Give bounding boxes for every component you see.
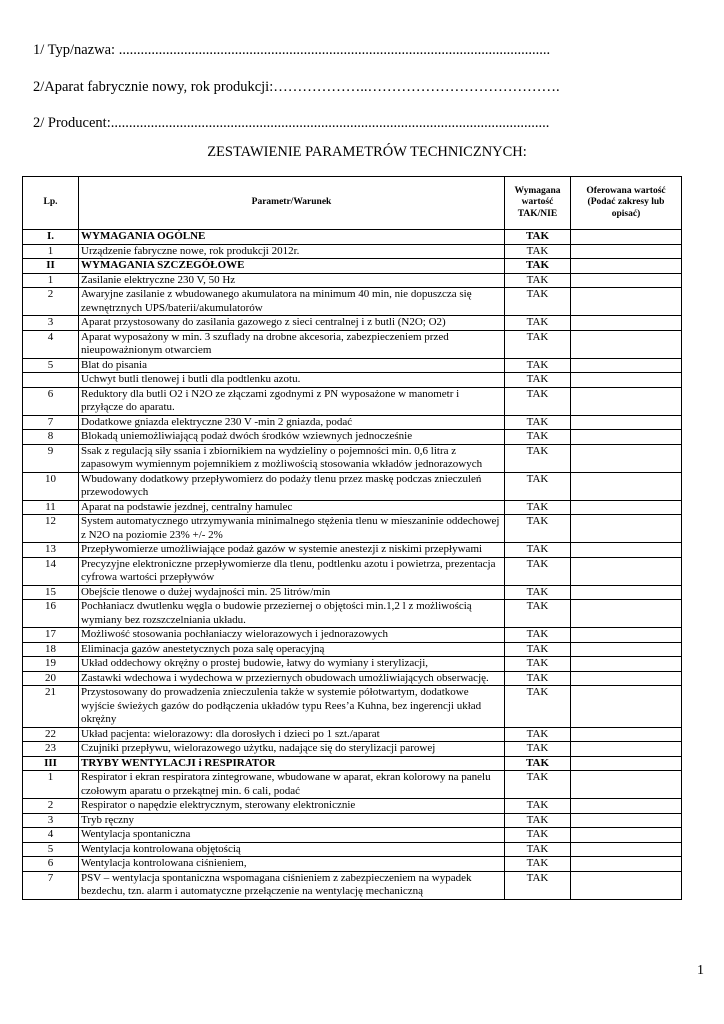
row-required-value: TAK	[505, 742, 571, 757]
header-lp: Lp.	[23, 177, 79, 230]
row-lp: 21	[23, 686, 79, 728]
row-parameter: Urządzenie fabryczne nowe, rok produkcji 2012r.	[79, 244, 505, 259]
row-offered-value[interactable]	[571, 600, 682, 628]
row-offered-value[interactable]	[571, 727, 682, 742]
row-parameter: Wentylacja kontrolowana ciśnieniem,	[79, 857, 505, 872]
row-parameter: WYMAGANIA SZCZEGÓŁOWE	[79, 259, 505, 274]
row-required-value: TAK	[505, 600, 571, 628]
parameters-table	[22, 176, 682, 900]
table-body	[23, 230, 682, 900]
table-row	[23, 686, 682, 728]
row-parameter: Awaryjne zasilanie z wbudowanego akumulatora na minimum 40 min, nie dopuszcza się zewnętrznych UPS/baterii/akumulatorów	[79, 288, 505, 316]
row-required-value: TAK	[505, 472, 571, 500]
row-parameter: Zastawki wdechowa i wydechowa w przeziernych obudowach umożliwiających obserwację.	[79, 671, 505, 686]
row-offered-value[interactable]	[571, 742, 682, 757]
row-offered-value[interactable]	[571, 628, 682, 643]
row-offered-value[interactable]	[571, 316, 682, 331]
row-required-value: TAK	[505, 657, 571, 672]
row-lp: III	[23, 756, 79, 771]
row-lp: 6	[23, 857, 79, 872]
row-offered-value[interactable]	[571, 557, 682, 585]
row-lp: 8	[23, 430, 79, 445]
table-row	[23, 600, 682, 628]
row-parameter: Blokadą uniemożliwiającą podaż dwóch środków wziewnych jednocześnie	[79, 430, 505, 445]
table-row	[23, 373, 682, 388]
row-lp: 5	[23, 358, 79, 373]
row-required-value: TAK	[505, 358, 571, 373]
row-offered-value[interactable]	[571, 259, 682, 274]
row-offered-value[interactable]	[571, 273, 682, 288]
row-required-value: TAK	[505, 543, 571, 558]
table-row	[23, 515, 682, 543]
row-parameter: Aparat przystosowany do zasilania gazowego z sieci centralnej i z butli (N2O; O2)	[79, 316, 505, 331]
table-row	[23, 727, 682, 742]
row-required-value: TAK	[505, 515, 571, 543]
row-parameter: Przepływomierze umożliwiające podaż gazów w systemie anestezji z niskimi przepływami	[79, 543, 505, 558]
row-offered-value[interactable]	[571, 828, 682, 843]
row-lp: 10	[23, 472, 79, 500]
row-lp: II	[23, 259, 79, 274]
row-lp: 7	[23, 871, 79, 899]
row-offered-value[interactable]	[571, 330, 682, 358]
row-parameter: WYMAGANIA OGÓLNE	[79, 230, 505, 245]
row-required-value: TAK	[505, 686, 571, 728]
row-offered-value[interactable]	[571, 799, 682, 814]
row-required-value: TAK	[505, 430, 571, 445]
row-offered-value[interactable]	[571, 756, 682, 771]
row-lp: I.	[23, 230, 79, 245]
row-parameter: Obejście tlenowe o dużej wydajności min. 25 litrów/min	[79, 585, 505, 600]
table-row	[23, 472, 682, 500]
table-row	[23, 657, 682, 672]
row-offered-value[interactable]	[571, 387, 682, 415]
row-lp: 18	[23, 642, 79, 657]
row-offered-value[interactable]	[571, 430, 682, 445]
row-parameter: Precyzyjne elektroniczne przepływomierze dla tlenu, podtlenku azotu i powietrza, prezentacja cyfrowa wartości przepływów	[79, 557, 505, 585]
row-parameter: Reduktory dla butli O2 i N2O ze złączami zgodnymi z PN wyposażone w manometr i przyłącze do aparatu.	[79, 387, 505, 415]
row-required-value: TAK	[505, 387, 571, 415]
table-row	[23, 742, 682, 757]
row-parameter: Tryb ręczny	[79, 813, 505, 828]
header-type-name: 1/ Typ/nazwa: .......................................................................................................................	[33, 42, 551, 58]
row-parameter: TRYBY WENTYLACJI i RESPIRATOR	[79, 756, 505, 771]
row-required-value: TAK	[505, 813, 571, 828]
row-required-value: TAK	[505, 871, 571, 899]
header-producer: 2/ Producent:.........................................................................................................................	[33, 115, 550, 131]
row-required-value: TAK	[505, 500, 571, 515]
table-row	[23, 813, 682, 828]
row-lp: 1	[23, 244, 79, 259]
row-offered-value[interactable]	[571, 857, 682, 872]
header-required: Wymagana wartość TAK/NIE	[505, 177, 571, 230]
header-offered: Oferowana wartość (Podać zakresy lub opisać)	[571, 177, 682, 230]
row-lp: 3	[23, 316, 79, 331]
row-lp: 16	[23, 600, 79, 628]
table-row	[23, 316, 682, 331]
row-offered-value[interactable]	[571, 543, 682, 558]
header-device-new: 2/Aparat fabrycznie nowy, rok produkcji:………………..………………………………….	[33, 79, 560, 95]
row-offered-value[interactable]	[571, 288, 682, 316]
row-offered-value[interactable]	[571, 444, 682, 472]
row-parameter: Możliwość stosowania pochłaniaczy wielorazowych i jednorazowych	[79, 628, 505, 643]
row-lp: 12	[23, 515, 79, 543]
row-lp: 15	[23, 585, 79, 600]
row-lp: 1	[23, 771, 79, 799]
row-required-value: TAK	[505, 628, 571, 643]
table-row	[23, 273, 682, 288]
table-row	[23, 444, 682, 472]
row-required-value: TAK	[505, 799, 571, 814]
row-offered-value[interactable]	[571, 686, 682, 728]
row-parameter: Respirator i ekran respiratora zintegrowane, wbudowane w aparat, ekran kolorowy na panelu czołowym aparatu o przekątnej min. 6 cali, podać	[79, 771, 505, 799]
table-row	[23, 871, 682, 899]
row-lp: 14	[23, 557, 79, 585]
row-parameter: Wbudowany dodatkowy przepływomierz do podaży tlenu przez maskę podczas znieczuleń przewodowych	[79, 472, 505, 500]
row-lp: 13	[23, 543, 79, 558]
table-row	[23, 387, 682, 415]
row-parameter: Pochłaniacz dwutlenku węgla o budowie przeziernej o objętości min.1,2 l z możliwością wymiany bez rozszczelniania układu.	[79, 600, 505, 628]
row-parameter: Układ oddechowy okrężny o prostej budowie, łatwy do wymiany i sterylizacji,	[79, 657, 505, 672]
row-parameter: Dodatkowe gniazda elektryczne 230 V -min 2 gniazda, podać	[79, 415, 505, 430]
row-offered-value[interactable]	[571, 415, 682, 430]
row-offered-value[interactable]	[571, 500, 682, 515]
row-lp: 23	[23, 742, 79, 757]
table-row	[23, 628, 682, 643]
table-row	[23, 857, 682, 872]
row-lp: 1	[23, 273, 79, 288]
row-offered-value[interactable]	[571, 771, 682, 799]
table-row	[23, 244, 682, 259]
table-row	[23, 330, 682, 358]
row-lp: 6	[23, 387, 79, 415]
table-row	[23, 500, 682, 515]
row-offered-value[interactable]	[571, 871, 682, 899]
table-row	[23, 642, 682, 657]
row-lp: 3	[23, 813, 79, 828]
row-parameter: Wentylacja spontaniczna	[79, 828, 505, 843]
row-parameter: Aparat na podstawie jezdnej, centralny hamulec	[79, 500, 505, 515]
table-row	[23, 842, 682, 857]
row-lp: 2	[23, 288, 79, 316]
page-number: 1	[697, 963, 704, 978]
table-row	[23, 430, 682, 445]
row-required-value: TAK	[505, 230, 571, 245]
row-offered-value[interactable]	[571, 373, 682, 388]
row-offered-value[interactable]	[571, 657, 682, 672]
row-offered-value[interactable]	[571, 585, 682, 600]
row-offered-value[interactable]	[571, 358, 682, 373]
row-offered-value[interactable]	[571, 642, 682, 657]
row-required-value: TAK	[505, 330, 571, 358]
row-parameter: PSV – wentylacja spontaniczna wspomagana ciśnieniem z zabezpieczeniem na wypadek bezdechu, tzn. alarm i automatyczne przełączenie na wentylację mechaniczną	[79, 871, 505, 899]
row-required-value: TAK	[505, 642, 571, 657]
row-lp: 4	[23, 330, 79, 358]
header-param: Parametr/Warunek	[79, 177, 505, 230]
row-parameter: Ssak z regulacją siły ssania i zbiornikiem na wydzieliny o pojemności min. 0,6 litra z zapasowym wymiennym pojemnikiem z możliwością stosowania wkładów jednorazowych	[79, 444, 505, 472]
table-row	[23, 230, 682, 245]
row-required-value: TAK	[505, 273, 571, 288]
row-parameter: Aparat wyposażony w min. 3 szuflady na drobne akcesoria, zabezpieczeniem przed nieupoważnionym otwarciem	[79, 330, 505, 358]
row-lp: 19	[23, 657, 79, 672]
row-parameter: Uchwyt butli tlenowej i butli dla podtlenku azotu.	[79, 373, 505, 388]
row-lp: 22	[23, 727, 79, 742]
row-parameter: Eliminacja gazów anestetycznych poza salę operacyjną	[79, 642, 505, 657]
row-required-value: TAK	[505, 828, 571, 843]
table-row	[23, 799, 682, 814]
row-required-value: TAK	[505, 415, 571, 430]
row-required-value: TAK	[505, 316, 571, 331]
row-required-value: TAK	[505, 727, 571, 742]
row-required-value: TAK	[505, 756, 571, 771]
row-parameter: Blat do pisania	[79, 358, 505, 373]
row-parameter: Zasilanie elektryczne 230 V, 50 Hz	[79, 273, 505, 288]
row-lp: 9	[23, 444, 79, 472]
row-required-value: TAK	[505, 259, 571, 274]
row-required-value: TAK	[505, 288, 571, 316]
row-parameter: Respirator o napędzie elektrycznym, sterowany elektronicznie	[79, 799, 505, 814]
row-required-value: TAK	[505, 557, 571, 585]
row-offered-value[interactable]	[571, 671, 682, 686]
row-offered-value[interactable]	[571, 813, 682, 828]
row-required-value: TAK	[505, 842, 571, 857]
row-required-value: TAK	[505, 444, 571, 472]
row-lp: 4	[23, 828, 79, 843]
row-required-value: TAK	[505, 671, 571, 686]
row-lp: 7	[23, 415, 79, 430]
row-parameter: System automatycznego utrzymywania minimalnego stężenia tlenu w mieszaninie oddechowej z N2O na poziomie 23% +/- 2%	[79, 515, 505, 543]
table-row	[23, 288, 682, 316]
row-parameter: Układ pacjenta: wielorazowy: dla dorosłych i dzieci po 1 szt./aparat	[79, 727, 505, 742]
document-title: ZESTAWIENIE PARAMETRÓW TECHNICZNYCH:	[207, 144, 527, 160]
row-required-value: TAK	[505, 585, 571, 600]
table-row	[23, 543, 682, 558]
table-row	[23, 771, 682, 799]
row-lp: 20	[23, 671, 79, 686]
row-offered-value[interactable]	[571, 842, 682, 857]
row-required-value: TAK	[505, 857, 571, 872]
row-required-value: TAK	[505, 373, 571, 388]
row-lp: 5	[23, 842, 79, 857]
table-row	[23, 557, 682, 585]
table-row	[23, 756, 682, 771]
row-required-value: TAK	[505, 244, 571, 259]
row-required-value: TAK	[505, 771, 571, 799]
row-lp: 11	[23, 500, 79, 515]
row-parameter: Wentylacja kontrolowana objętością	[79, 842, 505, 857]
row-offered-value[interactable]	[571, 244, 682, 259]
row-parameter: Przystosowany do prowadzenia znieczulenia także w systemie półotwartym, dodatkowe wyjście świeżych gazów do podłączenia układów typu Rees’a Kuhna, bez ingerencji układ okrężny	[79, 686, 505, 728]
row-lp: 2	[23, 799, 79, 814]
table-row	[23, 585, 682, 600]
table-row	[23, 358, 682, 373]
table-row	[23, 415, 682, 430]
table-row	[23, 259, 682, 274]
row-offered-value[interactable]	[571, 472, 682, 500]
table-row	[23, 671, 682, 686]
row-lp: 17	[23, 628, 79, 643]
row-parameter: Czujniki przepływu, wielorazowego użytku, nadające się do sterylizacji parowej	[79, 742, 505, 757]
row-offered-value[interactable]	[571, 230, 682, 245]
row-lp	[23, 373, 79, 388]
table-row	[23, 828, 682, 843]
row-offered-value[interactable]	[571, 515, 682, 543]
